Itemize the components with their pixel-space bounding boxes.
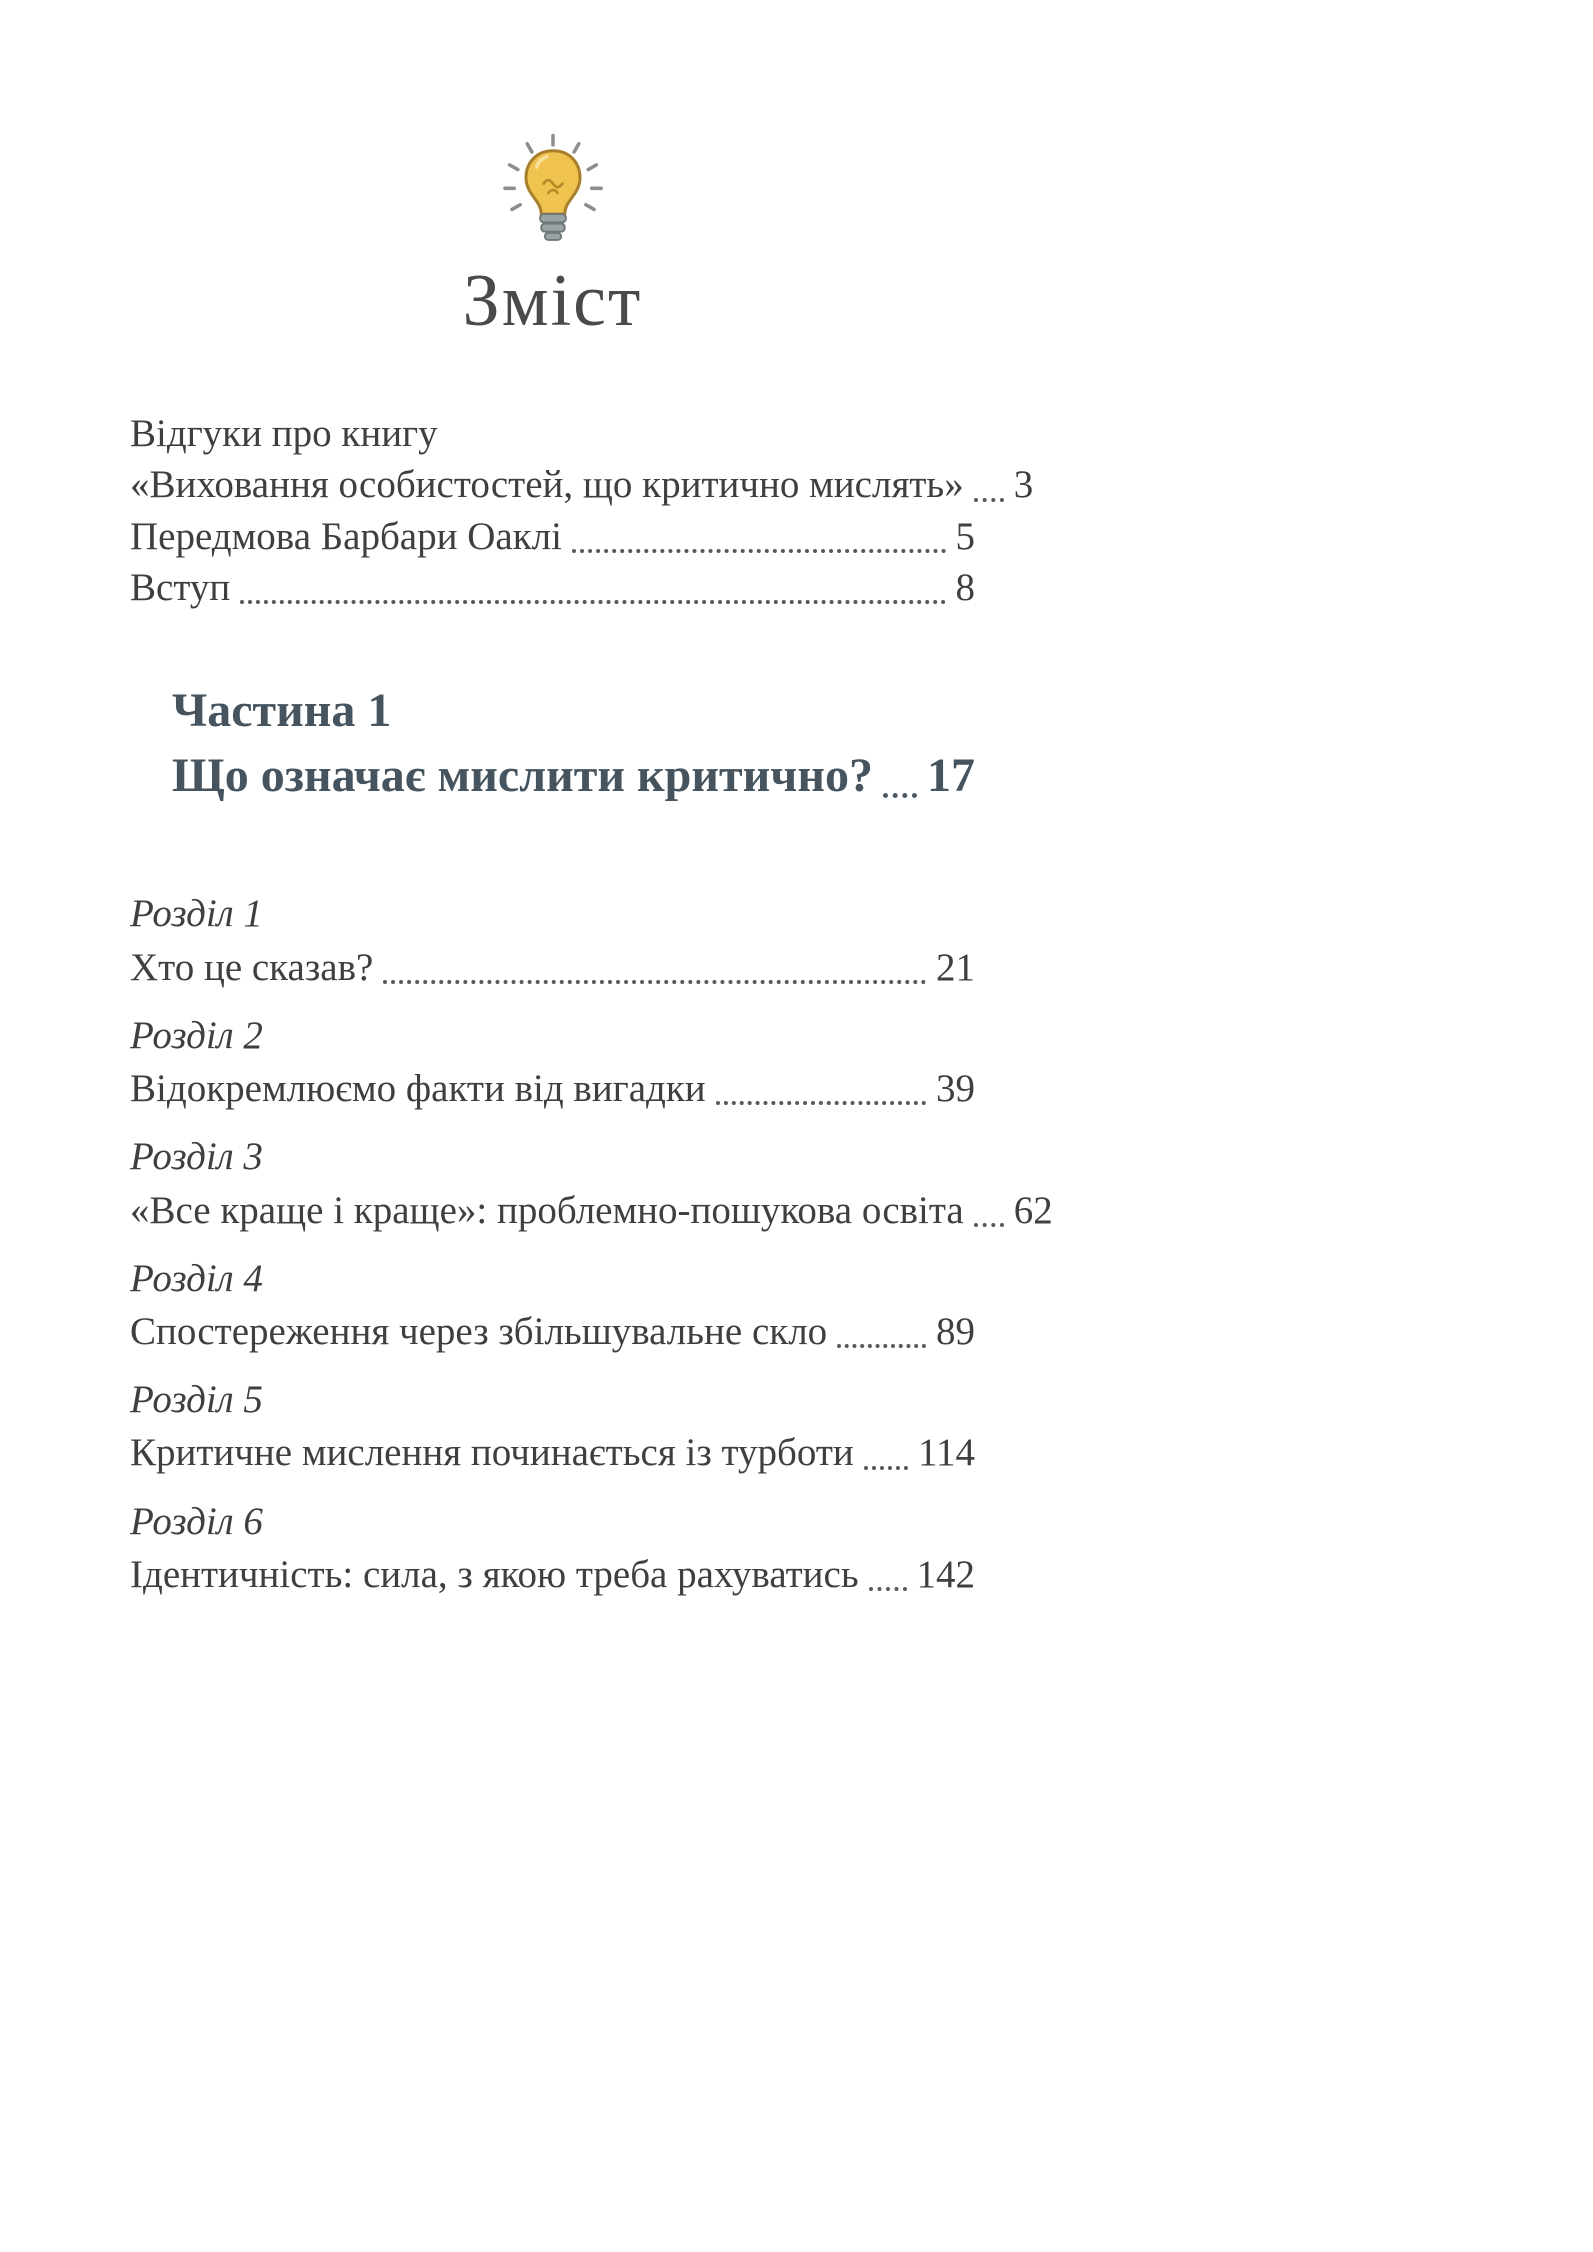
part-title: Що означає мислити критично?: [172, 748, 873, 802]
toc-entry: [130, 511, 975, 562]
dot-leader: [383, 980, 926, 984]
toc-page-number: 62: [1013, 1188, 1053, 1232]
chapter-entry: [130, 1251, 975, 1357]
front-matter-list: [130, 408, 1034, 612]
toc-page-number: 114: [917, 1431, 975, 1475]
chapter-title: Критичне мислення починається із турботи: [130, 1431, 854, 1475]
toc-entry-label: «Виховання особистостей, що критично мислять»: [130, 463, 964, 507]
toc-entry: [130, 1427, 975, 1478]
chapter-kicker: Розділ 4: [130, 1256, 263, 1300]
chapter-title: Ідентичність: сила, з якою треба рахуватись: [130, 1552, 859, 1596]
dot-leader: [869, 1587, 907, 1591]
toc-page-number: 21: [936, 945, 975, 989]
toc-entry: [130, 408, 975, 459]
chapter-entry: [130, 1372, 975, 1478]
dot-leader: [883, 793, 917, 798]
chapter-kicker: Розділ 2: [130, 1013, 263, 1057]
chapter-entry: [130, 886, 975, 992]
dot-leader: [572, 549, 946, 553]
toc-page-number: 17: [927, 748, 975, 802]
page-header: [130, 132, 975, 342]
lightbulb-icon: [130, 132, 975, 259]
toc-page-number: 39: [936, 1067, 975, 1111]
toc-entry: [130, 1306, 975, 1357]
part-kicker: Частина 1: [172, 683, 392, 737]
toc-entry: [130, 1063, 975, 1114]
toc-entry: [130, 459, 1034, 510]
dot-leader: [716, 1101, 926, 1105]
toc-entry: [130, 942, 975, 993]
chapter-title: Хто це сказав?: [130, 945, 374, 989]
toc-entry: [130, 1549, 975, 1600]
chapter-kicker: Розділ 3: [130, 1135, 263, 1179]
chapter-entry: [130, 1494, 975, 1600]
toc-page-number: 89: [936, 1310, 975, 1354]
chapter-title: Спостереження через збільшувальне скло: [130, 1310, 828, 1354]
dot-leader: [974, 1223, 1004, 1227]
toc-page-number: 3: [1013, 463, 1034, 507]
toc-entry-label: Відгуки про книгу: [130, 412, 438, 456]
chapter-kicker: Розділ 6: [130, 1499, 263, 1543]
chapter-kicker: Розділ 5: [130, 1378, 263, 1422]
part-heading: [130, 679, 975, 809]
chapter-list: [130, 886, 1053, 1600]
dot-leader: [240, 600, 945, 604]
chapter-title: «Все краще і краще»: проблемно-пошукова освіта: [130, 1188, 964, 1232]
toc-page-number: 8: [955, 565, 975, 609]
page-title: Зміст: [462, 260, 643, 342]
chapter-kicker: Розділ 1: [130, 892, 263, 936]
chapter-title: Відокремлюємо факти від вигадки: [130, 1067, 706, 1111]
dot-leader: [864, 1466, 908, 1470]
toc-entry: [172, 744, 975, 809]
toc-page: [130, 0, 1053, 1615]
toc-page-number: 5: [955, 514, 975, 558]
toc-entry: [130, 562, 975, 613]
toc-entry-label: Передмова Барбари Оаклі: [130, 514, 562, 558]
chapter-entry: [130, 1129, 1053, 1235]
dot-leader: [974, 498, 1004, 502]
toc-entry: [130, 1185, 1053, 1236]
toc-entry-label: Вступ: [130, 565, 231, 609]
chapter-entry: [130, 1008, 975, 1114]
toc-page-number: 142: [916, 1552, 975, 1596]
dot-leader: [837, 1344, 926, 1348]
